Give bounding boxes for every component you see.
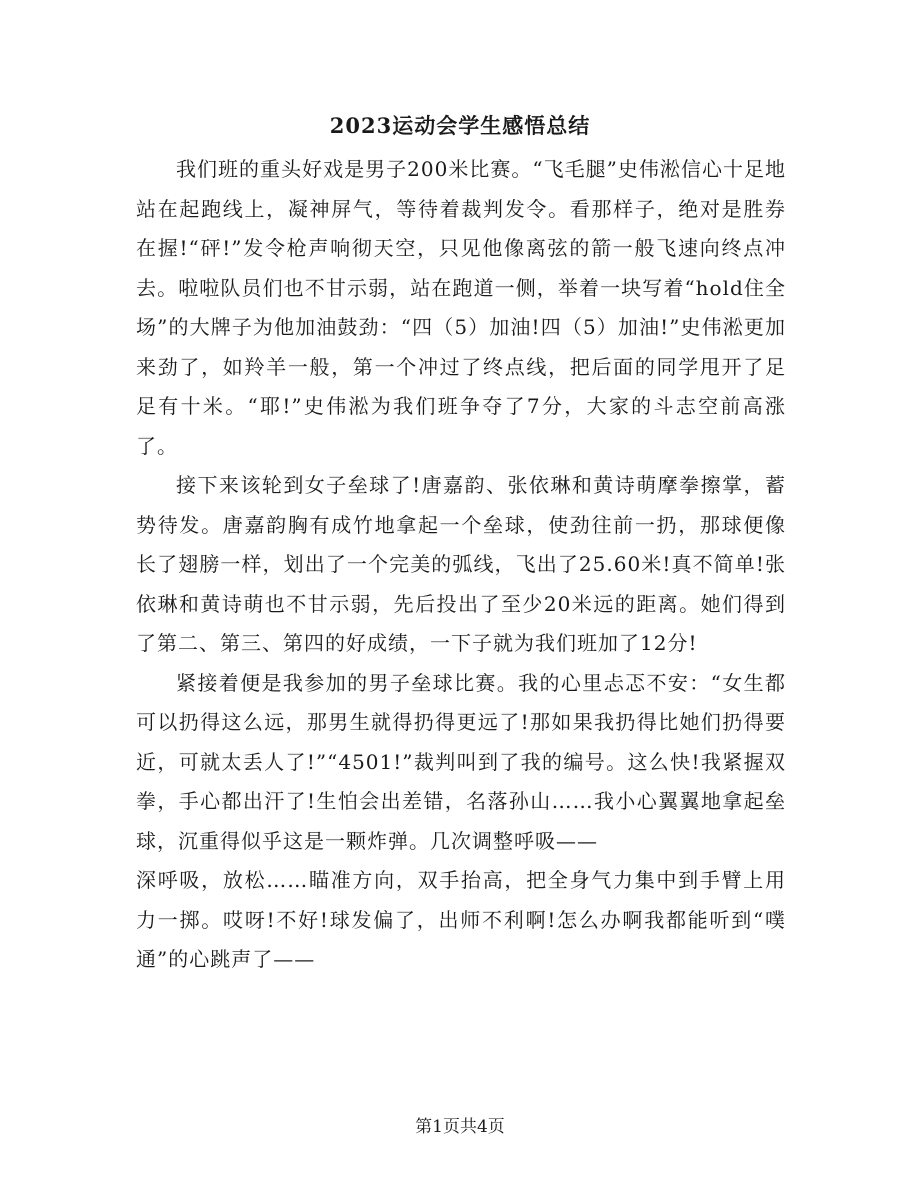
page-footer: 第1页共4页 [415, 1117, 505, 1137]
paragraph-2: 接下来该轮到女子垒球了!唐嘉韵、张依琳和黄诗萌摩拳擦掌，蓄势待发。唐嘉韵胸有成竹地拿起一个垒球，使劲往前一扔，那球便像长了翅膀一样，划出了一个完美的弧线，飞出了25.60米!真不简单!张依琳和黄诗萌也不甘示弱，先后投出了至少20米远的距离。她们得到了第二、第三、第四的好成绩，一下子就为我们班加了12分! [136, 473, 786, 655]
paragraph-3: 紧接着便是我参加的男子垒球比赛。我的心里忐忑不安：“女生都可以扔得这么远，那男生就得扔得更远了!那如果我扔得比她们扔得要近，可就太丢人了!”“4501!”裁判叫到了我的编号。这么快!我紧握双拳，手心都出汗了!生怕会出差错，名落孙山……我小心翼翼地拿起垒球，沉重得似乎这是一颗炸弹。几次调整呼吸—— [136, 670, 786, 853]
paragraph-4: 深呼吸，放松……瞄准方向，双手抬高，把全身气力集中到手臂上用力一掷。哎呀!不好!球发偏了，出师不利啊!怎么办啊我都能听到“噗通”的心跳声了—— [136, 868, 786, 971]
paragraph-1: 我们班的重头好戏是男子200米比赛。“飞毛腿”史伟淞信心十足地站在起跑线上，凝神屏气，等待着裁判发令。看那样子，绝对是胜券在握!“砰!”发令枪声响彻天空，只见他像离弦的箭一般飞速向终点冲去。啦啦队员们也不甘示弱，站在跑道一侧，举着一块写着“hold住全场”的大牌子为他加油鼓劲：“四（5）加油!四（5）加油!”史伟淞更加来劲了，如羚羊一般，第一个冲过了终点线，把后面的同学甩开了足足有十米。“耶!”史伟淞为我们班争夺了7分，大家的斗志空前高涨了。 [136, 157, 786, 458]
document-body [136, 150, 786, 980]
document-title: 2023运动会学生感悟总结 [329, 113, 591, 138]
